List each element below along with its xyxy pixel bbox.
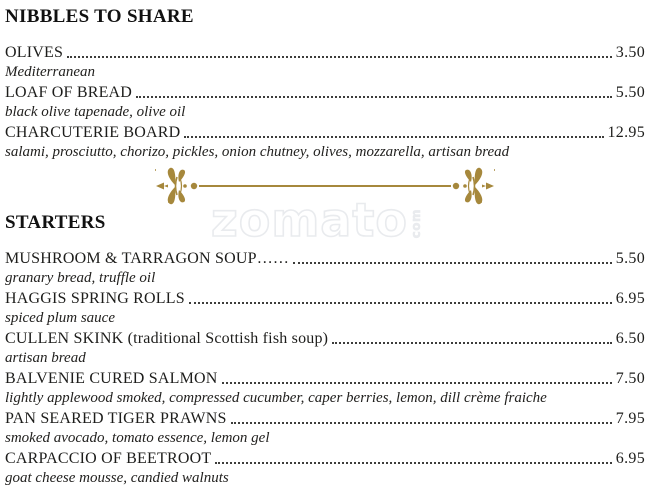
item-name: PAN SEARED TIGER PRAWNS — [5, 410, 227, 427]
item-price: 6.95 — [615, 290, 645, 307]
item-description: spiced plum sauce — [5, 310, 115, 326]
ornament-divider — [5, 165, 645, 207]
dotted-leader — [293, 262, 612, 264]
dotted-leader — [332, 342, 612, 344]
item-name: CHARCUTERIE BOARD — [5, 124, 181, 141]
item-description: goat cheese mousse, candied walnuts — [5, 470, 229, 486]
item-description: smoked avocado, tomato essence, lemon gel — [5, 430, 270, 446]
item-price: 6.95 — [615, 450, 645, 467]
item-price: 3.50 — [615, 44, 645, 61]
item-description: black olive tapenade, olive oil — [5, 104, 186, 120]
item-description: Mediterranean — [5, 64, 95, 80]
item-name: HAGGIS SPRING ROLLS — [5, 290, 185, 307]
item-name: CARPACCIO OF BEETROOT — [5, 450, 212, 467]
section-title-nibbles: NIBBLES TO SHARE — [5, 6, 194, 27]
item-description: lightly applewood smoked, compressed cucumber, caper berries, lemon, dill crème fraiche — [5, 390, 547, 406]
fleuron-divider-icon — [155, 165, 495, 207]
item-name: OLIVES — [5, 44, 64, 61]
menu-item-row — [5, 409, 645, 429]
dotted-leader — [67, 56, 612, 58]
item-price: 5.50 — [615, 84, 645, 101]
menu-item-row — [5, 83, 645, 103]
dotted-leader — [222, 382, 612, 384]
item-description: granary bread, truffle oil — [5, 270, 156, 286]
zomato-watermark-suffix: com — [408, 208, 423, 238]
item-price: 7.50 — [615, 370, 645, 387]
spacer — [5, 29, 645, 43]
dotted-leader — [231, 422, 612, 424]
menu-item-row — [5, 249, 645, 269]
item-name: MUSHROOM & TARRAGON SOUP…… — [5, 250, 290, 267]
item-description: salami, prosciutto, chorizo, pickles, onion chutney, olives, mozzarella, artisan bread — [5, 144, 510, 160]
dotted-leader — [136, 96, 612, 98]
dotted-leader — [184, 136, 603, 138]
menu-item-row — [5, 369, 645, 389]
menu-item-row — [5, 123, 645, 143]
item-price: 7.95 — [615, 410, 645, 427]
menu-item-row — [5, 43, 645, 63]
section-title-starters: STARTERS — [5, 212, 106, 233]
starters-section — [5, 249, 645, 489]
nibbles-section — [5, 43, 645, 163]
item-price: 12.95 — [607, 124, 645, 141]
item-name: CULLEN SKINK (traditional Scottish fish soup) — [5, 330, 329, 347]
dotted-leader — [189, 302, 612, 304]
item-price: 5.50 — [615, 250, 645, 267]
item-description: artisan bread — [5, 350, 86, 366]
dotted-leader — [215, 462, 611, 464]
menu-item-row — [5, 329, 645, 349]
item-name: BALVENIE CURED SALMON — [5, 370, 218, 387]
item-name: LOAF OF BREAD — [5, 84, 133, 101]
menu-item-row — [5, 289, 645, 309]
menu-item-row — [5, 449, 645, 469]
item-price: 6.50 — [615, 330, 645, 347]
spacer — [5, 235, 645, 249]
zomato-watermark-word: zomato — [211, 193, 408, 247]
